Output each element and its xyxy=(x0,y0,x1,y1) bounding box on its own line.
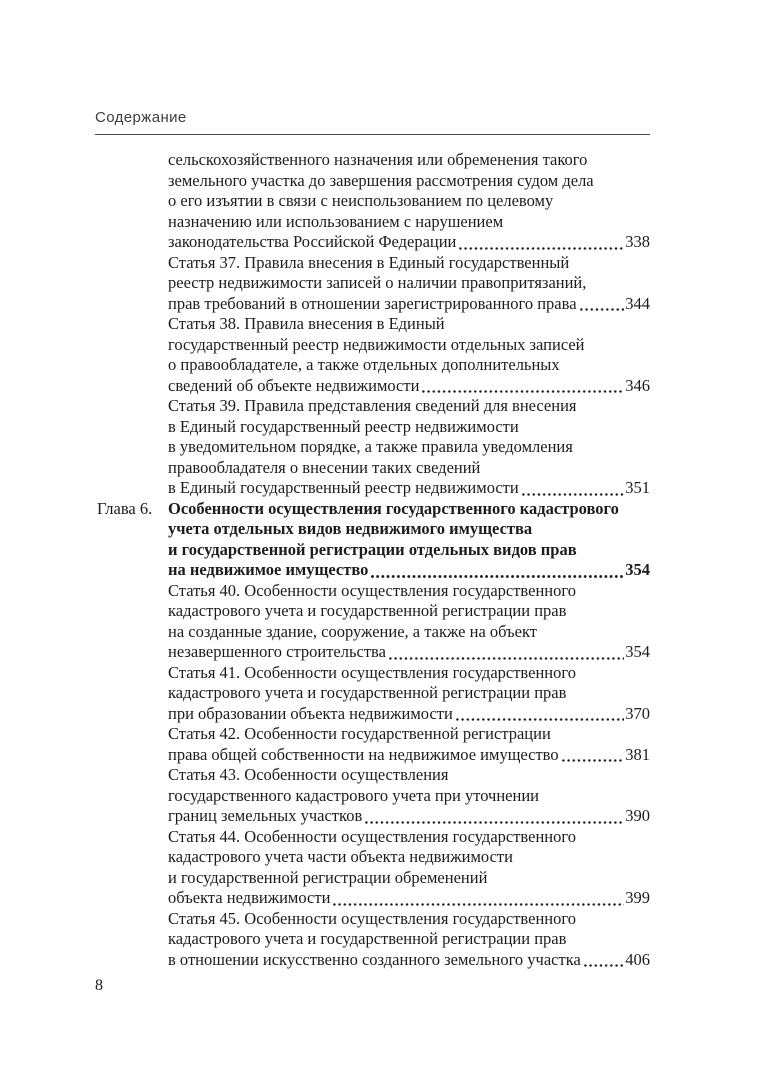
dot-leader xyxy=(522,492,625,497)
toc-entry xyxy=(168,827,650,909)
dot-leader xyxy=(371,574,624,579)
toc-line: государственный реестр недвижимости отдельных записей xyxy=(168,334,585,354)
toc-line xyxy=(168,806,650,827)
toc-line: и государственной регистрации обременений xyxy=(168,867,488,887)
dot-leader xyxy=(562,758,625,763)
toc-line: кадастрового учета и государственной регистрации прав xyxy=(168,601,567,620)
toc-line: Статья 38. Правила внесения в Единый xyxy=(168,314,445,333)
toc-line: Статья 37. Правила внесения в Единый государственный xyxy=(168,252,570,272)
toc-line: Статья 45. Особенности осуществления государственного xyxy=(168,908,576,928)
toc-line xyxy=(168,560,650,581)
toc-line: кадастрового учета и государственной регистрации прав xyxy=(168,683,567,702)
toc-line-text: прав требований в отношении зарегистрированного права xyxy=(168,293,577,313)
toc-line: Статья 43. Особенности осуществления xyxy=(168,765,449,784)
toc-entry xyxy=(168,150,650,253)
toc-line: Особенности осуществления государственного кадастрового xyxy=(168,498,619,518)
toc-line: правообладателя о внесении таких сведений xyxy=(168,457,481,477)
toc-line-text: при образовании объекта недвижимости xyxy=(168,703,453,723)
toc-line: кадастрового учета и государственной регистрации прав xyxy=(168,929,567,948)
toc-line xyxy=(168,232,650,253)
toc-line-text: границ земельных участков xyxy=(168,806,363,825)
toc-page-number: 346 xyxy=(625,375,650,395)
toc-line xyxy=(168,642,650,663)
toc-entry xyxy=(168,314,650,396)
toc-line: учета отдельных видов недвижимого имущества xyxy=(168,519,533,538)
toc-line xyxy=(168,950,650,971)
toc-line: Статья 44. Особенности осуществления государственного xyxy=(168,826,576,846)
footer-page-number: 8 xyxy=(95,977,103,994)
toc-line-text: сведений об объекте недвижимости xyxy=(168,375,420,395)
toc-line-text: незавершенного строительства xyxy=(168,642,386,661)
toc-line: реестр недвижимости записей о наличии правопритязаний, xyxy=(168,273,587,292)
toc-chapter-label: Глава 6. xyxy=(97,498,153,518)
toc-page-number: 390 xyxy=(625,806,650,825)
toc-entry xyxy=(168,909,650,971)
toc-line: в уведомительном порядке, а также правила уведомления xyxy=(168,437,573,456)
toc-page-number: 370 xyxy=(625,703,650,723)
toc-entry xyxy=(168,765,650,827)
toc-entry xyxy=(168,396,650,499)
toc-entry xyxy=(168,724,650,765)
toc-line: о его изъятии в связи с неиспользованием по целевому xyxy=(168,191,554,210)
toc-line xyxy=(168,888,650,909)
toc-entry xyxy=(97,498,650,581)
toc-line-text: права общей собственности на недвижимое имущество xyxy=(168,744,559,764)
toc-line: на созданные здание, сооружение, а также на объект xyxy=(168,621,537,641)
toc-line-text: в Единый государственный реестр недвижимости xyxy=(168,478,519,497)
dot-leader xyxy=(459,246,624,251)
dot-leader xyxy=(422,389,624,394)
toc-line: о правообладателе, а также отдельных дополнительных xyxy=(168,355,560,374)
toc-line: в Единый государственный реестр недвижимости xyxy=(168,416,519,436)
dot-leader xyxy=(389,656,624,661)
toc-list xyxy=(97,150,650,970)
toc-line: и государственной регистрации отдельных видов прав xyxy=(168,539,577,559)
toc-line: Статья 39. Правила представления сведений для внесения xyxy=(168,396,577,415)
toc-line: государственного кадастрового учета при уточнении xyxy=(168,785,539,805)
toc-line-text: в отношении искусственно созданного земельного участка xyxy=(168,949,581,969)
toc-line: назначению или использованием с нарушением xyxy=(168,211,504,231)
toc-line-text: законодательства Российской Федерации xyxy=(168,232,457,251)
toc-line xyxy=(168,294,650,315)
toc-page-number: 399 xyxy=(625,888,650,907)
toc-line: Статья 42. Особенности государственной регистрации xyxy=(168,724,551,743)
toc-entry xyxy=(168,581,650,663)
toc-page-number: 354 xyxy=(625,560,650,579)
toc-page-number: 354 xyxy=(625,642,650,661)
toc-page-number: 351 xyxy=(625,478,650,497)
toc-page-number: 344 xyxy=(625,293,650,313)
dot-leader xyxy=(456,717,624,722)
toc-line: кадастрового учета части объекта недвижимости xyxy=(168,847,513,866)
toc-line: Статья 40. Особенности осуществления государственного xyxy=(168,580,576,600)
page-title: Содержание xyxy=(95,109,187,126)
toc-line-text: объекта недвижимости xyxy=(168,888,331,907)
toc-page-number: 381 xyxy=(625,744,650,764)
dot-leader xyxy=(333,902,624,907)
toc-line xyxy=(168,376,650,397)
toc-line xyxy=(168,704,650,725)
toc-line xyxy=(168,478,650,499)
toc-page-number: 338 xyxy=(625,232,650,251)
toc-line: земельного участка до завершения рассмотрения судом дела xyxy=(168,170,594,190)
dot-leader xyxy=(580,307,625,312)
toc-line xyxy=(168,745,650,766)
dot-leader xyxy=(584,963,624,968)
toc-line: сельскохозяйственного назначения или обременения такого xyxy=(168,150,588,169)
toc-line-text: на недвижимое имущество xyxy=(168,560,369,579)
dot-leader xyxy=(365,820,624,825)
header-rule xyxy=(95,134,650,135)
toc-entry xyxy=(168,253,650,315)
toc-entry xyxy=(168,663,650,725)
toc-page-number: 406 xyxy=(625,949,650,969)
toc-line: Статья 41. Особенности осуществления государственного xyxy=(168,662,576,682)
